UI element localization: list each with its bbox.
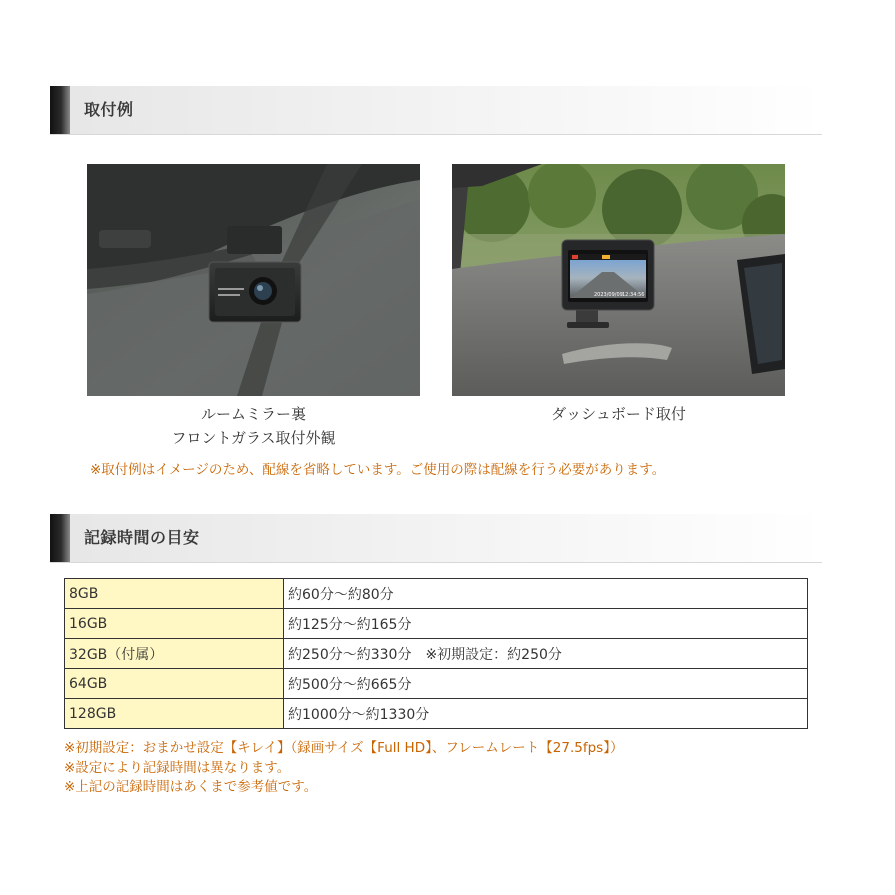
time-cell: 約250分～約330分 ※初期設定：約250分 — [284, 639, 808, 669]
footnote-reference-value: ※上記の記録時間はあくまで参考値です。 — [64, 779, 318, 795]
caption-mirror-line2: フロントガラス取付外観 — [171, 429, 336, 447]
time-cell: 約125分～約165分 — [284, 609, 808, 639]
recording-time-table — [64, 578, 808, 729]
time-cell: 約60分～約80分 — [284, 579, 808, 609]
header-accent-bar — [50, 514, 70, 562]
section-header-installation — [50, 86, 822, 135]
capacity-cell: 16GB — [65, 609, 284, 639]
footnote-default-setting: ※初期設定：おまかせ設定【キレイ】（録画サイズ【Full HD】、フレームレート【27.5fps】） — [64, 740, 624, 756]
capacity-cell: 32GB（付属） — [65, 639, 284, 669]
screen-date-label: 2023/09/09 — [594, 292, 623, 298]
caption-mirror-mount — [87, 402, 420, 450]
photo-mirror-mount-illustration — [87, 164, 420, 396]
screen-time-label: 12:34:56 — [622, 292, 645, 298]
section-header-recording-time — [50, 514, 822, 563]
photo-mirror-mount — [87, 164, 420, 396]
header-accent-bar — [50, 86, 70, 134]
photo-dashboard-mount-illustration — [452, 164, 785, 396]
footnote-settings-vary: ※設定により記録時間は異なります。 — [64, 759, 291, 776]
table-row — [65, 699, 808, 729]
caption-dashboard-line1: ダッシュボード取付 — [551, 405, 686, 423]
table-row — [65, 579, 808, 609]
capacity-cell: 8GB — [65, 579, 284, 609]
section-title-recording-time: 記録時間の目安 — [84, 528, 200, 547]
caption-dashboard-mount — [452, 402, 785, 426]
footnotes — [64, 739, 623, 798]
photo-dashboard-mount — [452, 164, 785, 396]
table-row — [65, 669, 808, 699]
table-row — [65, 639, 808, 669]
table-row — [65, 609, 808, 639]
caption-mirror-line1: ルームミラー裏 — [200, 405, 306, 423]
time-cell: 約500分～約665分 — [284, 669, 808, 699]
time-cell: 約1000分～約1330分 — [284, 699, 808, 729]
capacity-cell: 128GB — [65, 699, 284, 729]
section-title-installation: 取付例 — [84, 100, 134, 119]
capacity-cell: 64GB — [65, 669, 284, 699]
installation-note: ※取付例はイメージのため、配線を省略しています。ご使用の際は配線を行う必要があります。 — [90, 462, 666, 478]
